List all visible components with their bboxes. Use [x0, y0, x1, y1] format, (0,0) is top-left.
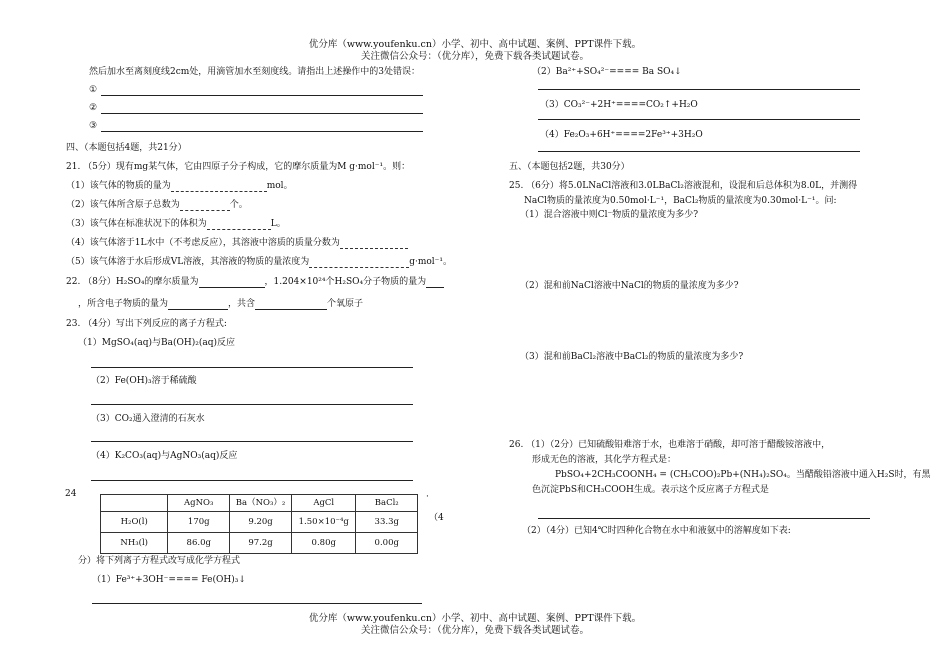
q25-part-3: （3）混和前BaCl₂溶液中BaCl₂的物质的量浓度为多少?	[520, 352, 744, 362]
q21-part-1	[66, 181, 293, 192]
q23-part-4: （4）K₂CO₃(aq)与AgNO₃(aq)反应	[91, 451, 238, 461]
answer-line	[538, 89, 860, 90]
fill-blank[interactable]	[168, 300, 228, 310]
answer-line	[91, 367, 413, 368]
fill-blank[interactable]	[426, 278, 444, 288]
q26-line-4: 色沉淀PbS和CH₃COOH生成。表示这个反应离子方程式是	[532, 485, 769, 495]
fill-blank[interactable]	[340, 239, 408, 249]
q22-line-2	[78, 299, 363, 310]
section-5-title: 五、（本题包括2题，共30分）	[509, 162, 630, 172]
table-cell: 170g	[168, 512, 230, 533]
q22-text-c: ，所含电子物质的量为	[78, 299, 169, 309]
q21-p5-unit: g·mol⁻¹。	[409, 257, 453, 267]
answer-line	[91, 480, 413, 481]
q26-line-1: 26. （1）（2分）已知硫酸铅难溶于水，也难溶于硝酸，却可溶于醋酸铵溶液中，	[509, 440, 831, 450]
equation-2: （2）Ba²⁺+SO₄²⁻==== Ba SO₄↓	[532, 67, 682, 77]
intro-text: 然后加水至离刻度线2cm处，用滴管加水至刻度线。请指出上述操作中的3处错误：	[89, 67, 421, 77]
answer-line	[101, 95, 423, 96]
footer-line-2: 关注微信公众号：（优分库），免费下载各类试题试卷。	[360, 625, 589, 636]
q23-part-1: （1）MgSO₄(aq)与Ba(OH)₂(aq)反应	[78, 338, 235, 348]
q24-side-text: （4	[429, 513, 444, 523]
q22-text-a: 22. （8分）H₂SO₄的摩尔质量为	[66, 277, 199, 287]
answer-line	[538, 119, 860, 120]
table-header-cell: Ba（NO₃）₂	[230, 495, 292, 512]
q26-part-2: （2）（4分）已知4℃时四种化合物在水中和液氨中的溶解度如下表:	[522, 526, 791, 536]
table-row	[101, 533, 418, 554]
table-cell: 97.2g	[230, 533, 292, 554]
fill-blank[interactable]	[171, 182, 267, 192]
fill-blank[interactable]	[255, 300, 327, 310]
q22-line-1	[66, 277, 444, 288]
q26-line-2: 形成无色的溶液，其化学方程式是：	[532, 455, 677, 465]
fill-blank[interactable]	[309, 258, 409, 268]
table-header-cell: AgNO₃	[168, 495, 230, 512]
equation-4: （4）Fe₂O₃+6H⁺====2Fe³⁺+3H₂O	[540, 130, 703, 140]
q21-part-2	[66, 200, 248, 211]
table-header-cell: AgCl	[292, 495, 356, 512]
answer-line	[538, 151, 860, 152]
q24-equation-1: （1）Fe³⁺+3OH⁻==== Fe(OH)₃↓	[92, 575, 246, 585]
q21-part-5	[66, 257, 452, 268]
header-line-1: 优分库（www.youfenku.cn）小学、初中、高中试题、案例、PPT课件下载。	[308, 39, 642, 50]
table-cell: 86.0g	[168, 533, 230, 554]
q25-part-1: （1）混合溶液中则Cl⁻物质的量浓度为多少?	[520, 210, 699, 220]
q21-p2-unit: 个。	[229, 200, 248, 210]
equation-3: （3）CO₃²⁻+2H⁺====CO₂↑+H₂O	[540, 100, 698, 110]
fill-blank[interactable]	[207, 220, 271, 230]
footer-line-1: 优分库（www.youfenku.cn）小学、初中、高中试题、案例、PPT课件下载。	[308, 613, 642, 624]
q21-part-3	[66, 219, 286, 230]
table-header-cell	[101, 495, 168, 512]
table-cell: 0.00g	[356, 533, 418, 554]
error-mark-2: ②	[89, 103, 98, 113]
q21-p3-unit: L。	[270, 219, 286, 229]
table-cell: 0.80g	[292, 533, 356, 554]
q21-p3-text: （3）该气体在标准状况下的体积为	[66, 219, 207, 229]
section-4-title: 四、（本题包括4题，共21分）	[66, 143, 187, 153]
q25-part-2: （2）混和前NaCl溶液中NaCl的物质的量浓度为多少?	[520, 281, 739, 291]
q23-part-3: （3）CO₂通入澄清的石灰水	[91, 414, 205, 424]
q22-text-b: ，1.204×10²⁴个H₂SO₄分子物质的量为	[264, 277, 427, 287]
table-header-row	[101, 495, 418, 512]
fill-blank[interactable]	[199, 278, 265, 288]
q22-text-e: 个氧原子	[327, 299, 364, 309]
table-cell: NH₃(l)	[101, 533, 168, 554]
fill-blank[interactable]	[180, 201, 230, 211]
q21-p5-text: （5）该气体溶于水后形成VL溶液，其溶液的物质的量浓度为	[66, 257, 310, 267]
q21-p4-text: （4）该气体溶于1L水中（不考虑反应），其溶液中溶质的质量分数为	[66, 238, 340, 248]
table-row	[101, 512, 418, 533]
q21-p1-unit: mol。	[266, 181, 293, 191]
error-mark-1: ①	[89, 85, 98, 95]
q21-p2-text: （2）该气体所含原子总数为	[66, 200, 180, 210]
answer-line	[101, 131, 423, 132]
q22-text-d: ，共含	[228, 299, 256, 309]
q23-stem: 23. （4分）写出下列反应的离子方程式:	[66, 319, 227, 329]
answer-line	[91, 441, 413, 442]
table-cell: 1.50×10⁻⁴g	[292, 512, 356, 533]
q21-part-4	[66, 238, 408, 249]
q23-part-2: （2）Fe(OH)₃溶于稀硫酸	[91, 376, 197, 386]
answer-line	[92, 603, 422, 604]
table-cell: H₂O(l)	[101, 512, 168, 533]
q21-p1-text: （1）该气体的物质的量为	[66, 181, 171, 191]
q21-stem: 21. （5分）现有mg某气体，它由四原子分子构成，它的摩尔质量为M g·mol⁻¹。则：	[66, 162, 411, 172]
q24-number: 24	[65, 489, 77, 499]
error-mark-3: ③	[89, 121, 98, 131]
header-line-2: 关注微信公众号：（优分库），免费下载各类试题试卷。	[360, 51, 589, 62]
solubility-table	[100, 494, 418, 554]
q24-continuation: 分）将下列离子方程式改写成化学方程式	[78, 556, 241, 566]
q25-line-2: NaCl物质的量浓度为0.50mol·L⁻¹，BaCl₂物质的量浓度为0.30mol·L⁻¹。问:	[524, 196, 837, 206]
answer-line	[538, 518, 870, 519]
answer-line	[91, 404, 413, 405]
q26-line-3: PbSO₄+2CH₃COONH₄ = (CH₃COO)₂Pb+(NH₄)₂SO₄。当醋酸铅溶液中通入H₂S时，有黑	[555, 470, 931, 480]
answer-line	[101, 113, 423, 114]
table-cell: 9.20g	[230, 512, 292, 533]
q25-line-1: 25. （6分）将5.0LNaCl溶液和3.0LBaCl₂溶液混和，设混和后总体积为8.0L，并测得	[509, 181, 858, 191]
q24-dot: ·	[426, 492, 429, 502]
table-cell: 33.3g	[356, 512, 418, 533]
table-header-cell: BaCl₂	[356, 495, 418, 512]
